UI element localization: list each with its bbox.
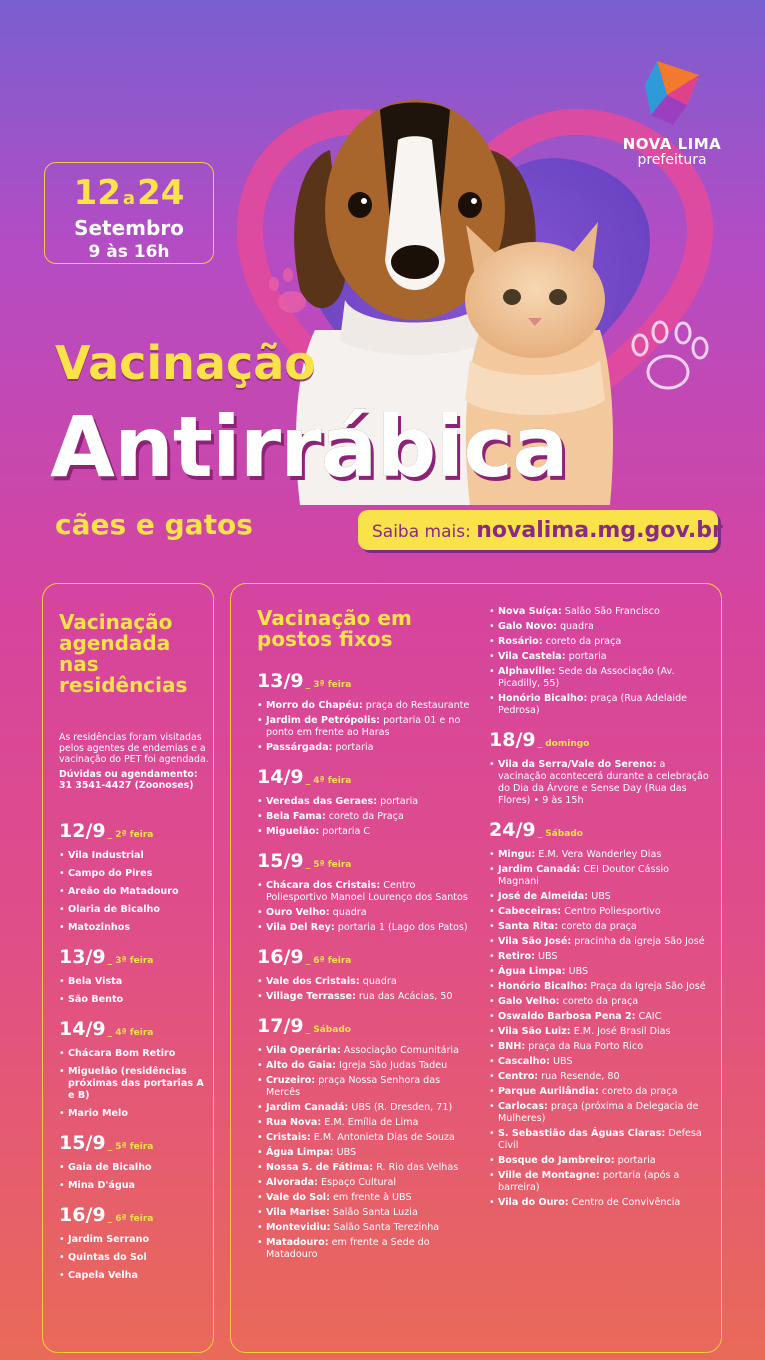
- location-name: Olaria de Bicalho: [68, 904, 160, 915]
- location-name: Morro do Chapéu:: [266, 700, 363, 711]
- fixed-posts-heading: [257, 608, 472, 650]
- location-name: S. Sebastião das Águas Claras:: [498, 1128, 666, 1139]
- location-name: José de Almeida:: [498, 891, 589, 902]
- location-name: Matadouro:: [266, 1237, 329, 1248]
- location-name: Jardim de Petrópolis:: [266, 715, 381, 726]
- location-name: BNH:: [498, 1041, 526, 1052]
- location-detail: Salão Santa Luzia: [332, 1207, 418, 1218]
- location-name: Chácara Bom Retiro: [68, 1048, 176, 1059]
- location-item: [257, 1177, 472, 1189]
- location-detail: quadra: [332, 907, 367, 918]
- location-detail: UBS: [568, 966, 589, 977]
- end-day: 24: [137, 173, 185, 213]
- location-item: [489, 951, 711, 963]
- weekday-label: _ Sábado: [537, 829, 583, 839]
- schedule-date: [257, 850, 472, 876]
- location-detail: portaria: [617, 1155, 656, 1166]
- location-item: [257, 1102, 472, 1114]
- weekday-label: _ 4ª feira: [305, 776, 352, 786]
- location-item: [59, 1270, 209, 1282]
- location-detail: Sede da Associação (Av. Picadilly, 55): [498, 666, 675, 689]
- weekday-label: _ 3ª feira: [107, 956, 154, 966]
- location-name: Vila São José:: [498, 936, 572, 947]
- location-detail: UBS: [553, 1056, 573, 1067]
- schedule-date: [59, 1204, 209, 1230]
- location-item: [489, 651, 711, 663]
- location-name: Vila do Ouro:: [498, 1197, 569, 1208]
- location-item: [257, 1075, 472, 1099]
- notice-text: As residências foram visitadas pelos agentes de endemias e a vacinação do PET foi agendada.: [59, 732, 209, 765]
- weekday-label: _ 5ª feira: [305, 860, 352, 870]
- schedule-group: [257, 850, 472, 934]
- location-list: [257, 880, 472, 934]
- location-list: [489, 759, 711, 807]
- location-detail: UBS: [591, 891, 611, 902]
- location-list: [59, 1234, 209, 1282]
- location-item: [489, 1197, 711, 1209]
- heading-line: Vacinação em: [257, 606, 412, 630]
- date-value: 14/9: [257, 766, 304, 788]
- location-name: Mario Melo: [68, 1108, 128, 1119]
- location-name: Campo do Pires: [68, 868, 153, 879]
- date-value: 15/9: [59, 1132, 106, 1154]
- location-name: Bela Fama:: [266, 811, 326, 822]
- location-item: [489, 966, 711, 978]
- location-name: Santa Rita:: [498, 921, 559, 932]
- location-item: [59, 850, 209, 862]
- more-info-link[interactable]: [358, 510, 723, 550]
- column-b-continued-list: [489, 606, 711, 717]
- location-item: [257, 922, 472, 934]
- fixed-posts-panel: [230, 583, 722, 1353]
- location-list: [257, 976, 472, 1003]
- weekday-label: _ Sábado: [305, 1025, 351, 1035]
- location-detail: praça do Restaurante: [365, 700, 470, 711]
- location-detail: praça (próxima a Delegacia de Mulheres): [498, 1101, 699, 1124]
- schedule-date: [257, 946, 472, 972]
- location-name: Galo Velho:: [498, 996, 560, 1007]
- location-name: Miguelão (residências próximas das portarias A e B): [68, 1066, 204, 1101]
- date-range: [45, 175, 213, 217]
- location-detail: portaria 1 (Lago dos Patos): [337, 922, 468, 933]
- location-name: Areão do Matadouro: [68, 886, 179, 897]
- location-list: [59, 850, 209, 934]
- schedule-date: [257, 1015, 472, 1041]
- location-item: [489, 1026, 711, 1038]
- location-name: Alphaville:: [498, 666, 556, 677]
- date-value: 16/9: [59, 1204, 106, 1226]
- campaign-date-box: [44, 162, 214, 264]
- location-detail: portaria C: [322, 826, 371, 837]
- schedule-date: [59, 1018, 209, 1044]
- location-item: [489, 759, 711, 807]
- schedule-group: [257, 946, 472, 1003]
- location-name: Vila Marise:: [266, 1207, 330, 1218]
- column-b-schedule: [489, 729, 711, 1209]
- location-detail: quadra: [362, 976, 397, 987]
- location-name: Água Limpa:: [498, 966, 566, 977]
- location-detail: CAIC: [638, 1011, 662, 1022]
- location-name: Veredas das Geraes:: [266, 796, 378, 807]
- location-name: Nossa S. de Fátima:: [266, 1162, 374, 1173]
- location-name: Matozinhos: [68, 922, 131, 933]
- location-detail: Igreja São Judas Tadeu: [339, 1060, 448, 1071]
- location-name: Nova Suíça:: [498, 606, 562, 617]
- location-detail: Defesa Civil: [498, 1128, 702, 1151]
- residential-vaccination-panel: [42, 583, 214, 1353]
- date-value: 24/9: [489, 819, 536, 841]
- location-detail: em frente à UBS: [333, 1192, 412, 1203]
- location-item: [489, 996, 711, 1008]
- location-name: Vila Industrial: [68, 850, 144, 861]
- location-name: Carlocas:: [498, 1101, 548, 1112]
- location-item: [489, 1011, 711, 1023]
- schedule-group: [257, 1015, 472, 1261]
- location-detail: Centro de Convivência: [571, 1197, 681, 1208]
- location-list: [257, 700, 472, 754]
- residential-notice: [59, 732, 209, 791]
- heading-line: Vacinação: [59, 610, 173, 634]
- location-detail: E.M. Antonieta Dias de Souza: [313, 1132, 455, 1143]
- location-detail: Praça da Igreja São José: [590, 981, 706, 992]
- location-item: [257, 1132, 472, 1144]
- location-item: [59, 1048, 209, 1060]
- start-day: 12: [73, 173, 121, 213]
- location-item: [257, 880, 472, 904]
- location-item: [257, 1192, 472, 1204]
- location-item: [59, 1252, 209, 1264]
- location-item: [59, 1162, 209, 1174]
- date-value: 16/9: [257, 946, 304, 968]
- contact-phone[interactable]: 31 3541-4427 (Zoonoses): [59, 780, 194, 791]
- schedule-date: [489, 819, 711, 845]
- weekday-label: _ 6ª feira: [107, 1214, 154, 1224]
- weekday-label: _ 4ª feira: [107, 1028, 154, 1038]
- column-a-schedule: [257, 670, 472, 1261]
- location-item: [257, 715, 472, 739]
- location-item: [489, 666, 711, 690]
- location-detail: coreto da praça: [561, 921, 637, 932]
- location-item: [59, 922, 209, 934]
- location-item: [257, 976, 472, 988]
- location-name: Capela Velha: [68, 1270, 138, 1281]
- schedule-group: [59, 1018, 209, 1120]
- location-name: Quintas do Sol: [68, 1252, 147, 1263]
- location-detail: em frente a Sede do Matadouro: [266, 1237, 430, 1260]
- location-item: [59, 1108, 209, 1120]
- location-item: [489, 1101, 711, 1125]
- schedule-group: [489, 819, 711, 1209]
- location-name: Jardim Serrano: [68, 1234, 150, 1245]
- location-name: Jardim Canadá:: [266, 1102, 349, 1113]
- location-list: [257, 796, 472, 838]
- location-item: [489, 981, 711, 993]
- nova-lima-logo[interactable]: [622, 55, 722, 167]
- date-value: 15/9: [257, 850, 304, 872]
- schedule-group: [59, 946, 209, 1006]
- location-item: [489, 891, 711, 903]
- heading-line: postos fixos: [257, 627, 393, 651]
- title-antirrabica: Antirrábica: [50, 398, 568, 496]
- weekday-label: _ 6ª feira: [305, 956, 352, 966]
- more-info-url[interactable]: novalima.mg.gov.br: [476, 518, 723, 543]
- title-subtitle: cães e gatos: [55, 508, 253, 541]
- location-name: Galo Novo:: [498, 621, 557, 632]
- schedule-group: [59, 1132, 209, 1192]
- location-detail: coreto da praça: [545, 636, 622, 647]
- weekday-label: _ 5ª feira: [107, 1142, 154, 1152]
- schedule-date: [59, 820, 209, 846]
- location-detail: coreto da praça: [562, 996, 639, 1007]
- location-name: Cruzeiro:: [266, 1075, 316, 1086]
- heading-line: agendada: [59, 631, 171, 655]
- contact-label: Dúvidas ou agendamento:: [59, 769, 198, 780]
- date-hours: 9 às 16h: [78, 241, 179, 264]
- location-name: Vila Castela:: [498, 651, 566, 662]
- location-name: Mina D'água: [68, 1180, 136, 1191]
- date-value: 14/9: [59, 1018, 106, 1040]
- date-connector: a: [122, 188, 136, 209]
- location-name: Bela Vista: [68, 976, 123, 987]
- location-list: [59, 976, 209, 1006]
- location-name: Cascalho:: [498, 1056, 550, 1067]
- title-vacinacao: Vacinação: [55, 336, 316, 390]
- location-item: [489, 621, 711, 633]
- location-item: [489, 1155, 711, 1167]
- location-item: [257, 826, 472, 838]
- location-name: Centro:: [498, 1071, 539, 1082]
- weekday-label: _ 3ª feira: [305, 680, 352, 690]
- location-detail: E.M. José Brasil Dias: [573, 1026, 671, 1037]
- location-detail: pracinha da igreja São José: [574, 936, 705, 947]
- fixed-posts-column-b: [489, 606, 711, 1221]
- location-name: Retiro:: [498, 951, 535, 962]
- location-name: Vila da Serra/Vale do Sereno:: [498, 759, 657, 770]
- location-item: [257, 1060, 472, 1072]
- location-name: Jardim Canadá:: [498, 864, 581, 875]
- location-item: [59, 1234, 209, 1246]
- schedule-date: [257, 670, 472, 696]
- location-item: [489, 906, 711, 918]
- location-name: Miguelão:: [266, 826, 320, 837]
- location-list: [489, 849, 711, 1209]
- date-value: 17/9: [257, 1015, 304, 1037]
- location-item: [257, 1147, 472, 1159]
- fixed-posts-column-a: [257, 608, 472, 1273]
- location-detail: praça Nossa Senhora das Mercês: [266, 1075, 441, 1098]
- location-name: Passárgada:: [266, 742, 333, 753]
- location-detail: UBS: [336, 1147, 357, 1158]
- location-detail: E.M. Emília de Lima: [324, 1117, 419, 1128]
- location-detail: UBS: [538, 951, 558, 962]
- location-name: Vale dos Cristais:: [266, 976, 360, 987]
- location-item: [257, 991, 472, 1003]
- location-item: [257, 1222, 472, 1234]
- brand-name: NOVA LIMA: [622, 135, 722, 153]
- location-detail: portaria: [380, 796, 419, 807]
- location-item: [257, 1045, 472, 1057]
- location-name: Mingu:: [498, 849, 536, 860]
- location-name: Vila São Luiz:: [498, 1026, 571, 1037]
- location-name: Honório Bicalho:: [498, 693, 588, 704]
- location-item: [257, 1117, 472, 1129]
- location-name: Chácara dos Cristais:: [266, 880, 381, 891]
- schedule-group: [59, 820, 209, 934]
- heading-line: residências: [59, 673, 188, 697]
- location-item: [489, 606, 711, 618]
- location-item: [59, 994, 209, 1006]
- date-month: Setembro: [74, 216, 184, 240]
- location-detail: coreto da praça: [601, 1086, 678, 1097]
- more-info-label: Saiba mais:: [372, 522, 471, 542]
- location-item: [59, 904, 209, 916]
- schedule-date: [257, 766, 472, 792]
- location-item: [489, 849, 711, 861]
- location-name: Village Terrasse:: [266, 991, 356, 1002]
- location-item: [257, 1207, 472, 1219]
- location-detail: portaria 01 e no ponto em frente ao Haras: [266, 715, 461, 738]
- location-item: [59, 886, 209, 898]
- schedule-date: [59, 1132, 209, 1158]
- date-value: 18/9: [489, 729, 536, 751]
- location-detail: rua das Acácias, 50: [358, 991, 453, 1002]
- location-detail: Espaço Cultural: [321, 1177, 397, 1188]
- date-value: 12/9: [59, 820, 106, 842]
- location-detail: Centro Poliesportivo: [564, 906, 661, 917]
- location-detail: quadra: [559, 621, 594, 632]
- weekday-label: _ domingo: [537, 739, 590, 749]
- location-name: Vila Operária:: [266, 1045, 341, 1056]
- location-item: [489, 864, 711, 888]
- location-item: [489, 1170, 711, 1194]
- location-list: [59, 1162, 209, 1192]
- location-name: Ville de Montagne:: [498, 1170, 600, 1181]
- location-name: Alto do Gaia:: [266, 1060, 336, 1071]
- location-name: Cristais:: [266, 1132, 311, 1143]
- location-name: Vila Del Rey:: [266, 922, 335, 933]
- location-item: [257, 796, 472, 808]
- location-name: Oswaldo Barbosa Pena 2:: [498, 1011, 636, 1022]
- location-item: [59, 976, 209, 988]
- location-name: Água Limpa:: [266, 1147, 334, 1158]
- location-name: Bosque do Jambreiro:: [498, 1155, 615, 1166]
- brand-subtitle: prefeitura: [637, 152, 707, 168]
- location-item: [257, 700, 472, 712]
- location-detail: portaria: [335, 742, 374, 753]
- location-detail: a vacinação acontecerá durante a celebração do Dia da Árvore e Sense Day (Rua das Flores) • 9 às 15h: [498, 759, 709, 806]
- location-item: [59, 868, 209, 880]
- location-name: Vale do Sol:: [266, 1192, 330, 1203]
- location-item: [257, 1162, 472, 1174]
- schedule-group: [257, 670, 472, 754]
- location-name: Parque Aurilândia:: [498, 1086, 599, 1097]
- location-detail: portaria: [568, 651, 607, 662]
- schedule-date: [59, 946, 209, 972]
- weekday-label: _ 2ª feira: [107, 830, 154, 840]
- residential-schedule: [59, 820, 209, 1294]
- location-name: São Bento: [68, 994, 124, 1005]
- residential-heading: [59, 612, 209, 696]
- residential-column: [59, 612, 209, 696]
- location-detail: Centro Poliesportivo Manoel Lourenço dos Santos: [266, 880, 468, 903]
- location-detail: rua Resende, 80: [541, 1071, 620, 1082]
- location-item: [59, 1066, 209, 1102]
- location-detail: Salão São Francisco: [564, 606, 660, 617]
- location-item: [489, 1041, 711, 1053]
- location-name: Rua Nova:: [266, 1117, 322, 1128]
- nova-lima-logo-icon: [637, 55, 707, 127]
- location-name: Rosário:: [498, 636, 543, 647]
- location-detail: CEI Doutor Cássio Magnani: [498, 864, 670, 887]
- location-item: [489, 921, 711, 933]
- heading-line: nas: [59, 652, 99, 676]
- location-item: [489, 1071, 711, 1083]
- date-value: 13/9: [257, 670, 304, 692]
- schedule-group: [489, 729, 711, 807]
- location-item: [489, 1128, 711, 1152]
- location-item: [257, 742, 472, 754]
- schedule-date: [489, 729, 711, 755]
- location-detail: coreto da Praça: [328, 811, 404, 822]
- location-name: Cabeceiras:: [498, 906, 562, 917]
- location-detail: Salão Santa Terezinha: [333, 1222, 440, 1233]
- location-list: [257, 1045, 472, 1261]
- location-item: [489, 936, 711, 948]
- location-list: [59, 1048, 209, 1120]
- location-item: [489, 1086, 711, 1098]
- location-name: Alvorada:: [266, 1177, 318, 1188]
- location-item: [59, 1180, 209, 1192]
- location-detail: UBS (R. Dresden, 71): [351, 1102, 453, 1113]
- location-item: [489, 693, 711, 717]
- location-item: [257, 907, 472, 919]
- location-item: [489, 636, 711, 648]
- location-detail: portaria (após a barreira): [498, 1170, 680, 1193]
- location-name: Gaia de Bicalho: [68, 1162, 152, 1173]
- location-name: Montevidiu:: [266, 1222, 331, 1233]
- location-name: Ouro Velho:: [266, 907, 330, 918]
- location-detail: praça (Rua Adelaide Pedrosa): [498, 693, 688, 716]
- schedule-group: [257, 766, 472, 838]
- location-item: [489, 1056, 711, 1068]
- location-name: Honório Bicalho:: [498, 981, 588, 992]
- location-detail: Associação Comunitária: [343, 1045, 459, 1056]
- date-value: 13/9: [59, 946, 106, 968]
- location-detail: praça da Rua Porto Rico: [528, 1041, 644, 1052]
- location-item: [257, 1237, 472, 1261]
- schedule-group: [59, 1204, 209, 1282]
- location-item: [257, 811, 472, 823]
- location-detail: R. Rio das Velhas: [376, 1162, 459, 1173]
- location-detail: E.M. Vera Wanderley Dias: [538, 849, 662, 860]
